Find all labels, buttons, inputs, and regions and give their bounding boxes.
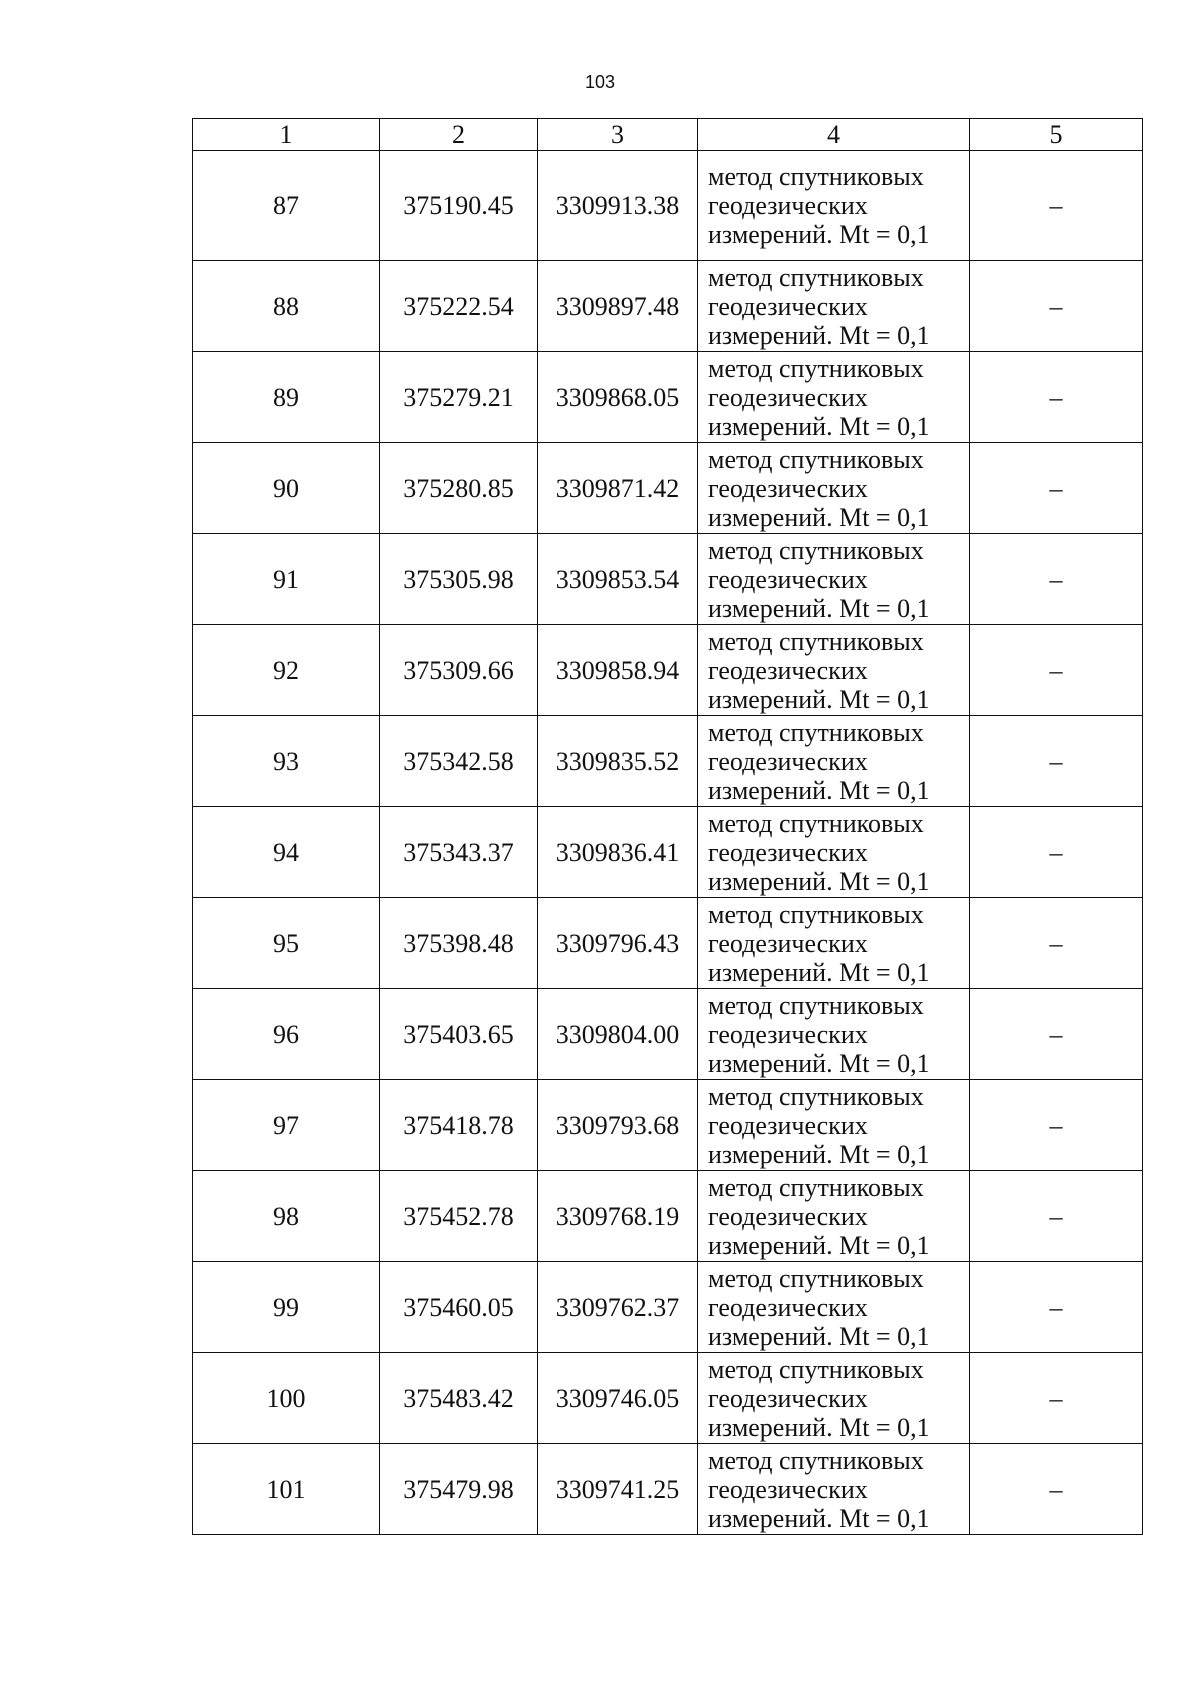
- method-line: метод спутниковых: [708, 626, 924, 656]
- method-cell: [698, 989, 970, 1080]
- y-coordinate-cell: 3309793.68: [538, 1080, 698, 1171]
- note-cell: –: [970, 261, 1143, 352]
- table-body: [193, 151, 1143, 1535]
- table-row: [193, 1444, 1143, 1535]
- x-coordinate-cell: 375190.45: [380, 151, 538, 261]
- method-line: метод спутниковых: [708, 899, 924, 929]
- point-number-cell: 101: [193, 1444, 380, 1535]
- table-row: [193, 716, 1143, 807]
- point-number-cell: 90: [193, 443, 380, 534]
- y-coordinate-cell: 3309768.19: [538, 1171, 698, 1262]
- method-cell: [698, 261, 970, 352]
- header-col-1: 1: [193, 119, 380, 151]
- table-row: [193, 443, 1143, 534]
- note-cell: –: [970, 151, 1143, 261]
- method-line: геодезических: [708, 1110, 868, 1140]
- header-col-3: 3: [538, 119, 698, 151]
- method-line: метод спутниковых: [708, 1354, 924, 1384]
- header-col-5: 5: [970, 119, 1143, 151]
- note-cell: –: [970, 534, 1143, 625]
- note-cell: –: [970, 443, 1143, 534]
- x-coordinate-cell: 375398.48: [380, 898, 538, 989]
- note-cell: –: [970, 352, 1143, 443]
- note-cell: –: [970, 1080, 1143, 1171]
- y-coordinate-cell: 3309741.25: [538, 1444, 698, 1535]
- point-number-cell: 98: [193, 1171, 380, 1262]
- page-number: 103: [584, 72, 616, 92]
- method-line: измерений. Mt = 0,1: [708, 866, 930, 896]
- header-col-4: 4: [698, 119, 970, 151]
- method-line: геодезических: [708, 564, 868, 594]
- table-row: [193, 898, 1143, 989]
- method-line: измерений. Mt = 0,1: [708, 1321, 930, 1351]
- point-number-cell: 88: [193, 261, 380, 352]
- method-line: измерений. Mt = 0,1: [708, 775, 930, 805]
- method-cell: [698, 625, 970, 716]
- point-number-cell: 100: [193, 1353, 380, 1444]
- table-row: [193, 261, 1143, 352]
- method-line: геодезических: [708, 928, 868, 958]
- point-number-cell: 89: [193, 352, 380, 443]
- method-line: геодезических: [708, 1474, 868, 1504]
- y-coordinate-cell: 3309804.00: [538, 989, 698, 1080]
- method-line: измерений. Mt = 0,1: [708, 1230, 930, 1260]
- point-number-cell: 97: [193, 1080, 380, 1171]
- method-line: метод спутниковых: [708, 444, 924, 474]
- table-row: [193, 1080, 1143, 1171]
- method-line: геодезических: [708, 1019, 868, 1049]
- method-line: измерений. Mt = 0,1: [708, 684, 930, 714]
- method-cell: [698, 1353, 970, 1444]
- method-line: геодезических: [708, 191, 868, 220]
- method-line: метод спутниковых: [708, 262, 924, 292]
- method-line: метод спутниковых: [708, 1263, 924, 1293]
- note-cell: –: [970, 898, 1143, 989]
- table-row: [193, 807, 1143, 898]
- y-coordinate-cell: 3309835.52: [538, 716, 698, 807]
- x-coordinate-cell: 375418.78: [380, 1080, 538, 1171]
- point-number-cell: 93: [193, 716, 380, 807]
- method-line: измерений. Mt = 0,1: [708, 1412, 930, 1442]
- x-coordinate-cell: 375309.66: [380, 625, 538, 716]
- method-line: геодезических: [708, 473, 868, 503]
- method-line: геодезических: [708, 837, 868, 867]
- method-line: измерений. Mt = 0,1: [708, 1139, 930, 1169]
- table-row: [193, 1171, 1143, 1262]
- y-coordinate-cell: 3309762.37: [538, 1262, 698, 1353]
- note-cell: –: [970, 1262, 1143, 1353]
- method-line: геодезических: [708, 655, 868, 685]
- y-coordinate-cell: 3309796.43: [538, 898, 698, 989]
- method-line: геодезических: [708, 1201, 868, 1231]
- method-cell: [698, 352, 970, 443]
- method-cell: [698, 898, 970, 989]
- x-coordinate-cell: 375343.37: [380, 807, 538, 898]
- table-header-row: [193, 119, 1143, 151]
- point-number-cell: 96: [193, 989, 380, 1080]
- table-row: [193, 151, 1143, 261]
- method-line: метод спутниковых: [708, 1172, 924, 1202]
- method-line: метод спутниковых: [708, 162, 924, 191]
- point-number-cell: 91: [193, 534, 380, 625]
- method-line: метод спутниковых: [708, 990, 924, 1020]
- method-line: метод спутниковых: [708, 353, 924, 383]
- method-line: измерений. Mt = 0,1: [708, 593, 930, 623]
- x-coordinate-cell: 375460.05: [380, 1262, 538, 1353]
- method-line: измерений. Mt = 0,1: [708, 220, 930, 249]
- note-cell: –: [970, 625, 1143, 716]
- method-cell: [698, 443, 970, 534]
- y-coordinate-cell: 3309913.38: [538, 151, 698, 261]
- note-cell: –: [970, 1171, 1143, 1262]
- method-cell: [698, 807, 970, 898]
- method-line: геодезических: [708, 1383, 868, 1413]
- note-cell: –: [970, 716, 1143, 807]
- y-coordinate-cell: 3309853.54: [538, 534, 698, 625]
- method-line: измерений. Mt = 0,1: [708, 1048, 930, 1078]
- point-number-cell: 92: [193, 625, 380, 716]
- table-row: [193, 1262, 1143, 1353]
- y-coordinate-cell: 3309868.05: [538, 352, 698, 443]
- point-number-cell: 87: [193, 151, 380, 261]
- point-number-cell: 94: [193, 807, 380, 898]
- table-row: [193, 352, 1143, 443]
- method-cell: [698, 534, 970, 625]
- method-line: геодезических: [708, 1292, 868, 1322]
- method-line: измерений. Mt = 0,1: [708, 502, 930, 532]
- x-coordinate-cell: 375479.98: [380, 1444, 538, 1535]
- x-coordinate-cell: 375279.21: [380, 352, 538, 443]
- table-row: [193, 534, 1143, 625]
- method-line: метод спутниковых: [708, 717, 924, 747]
- table-row: [193, 989, 1143, 1080]
- point-number-cell: 99: [193, 1262, 380, 1353]
- y-coordinate-cell: 3309836.41: [538, 807, 698, 898]
- header-col-2: 2: [380, 119, 538, 151]
- x-coordinate-cell: 375403.65: [380, 989, 538, 1080]
- method-cell: [698, 1444, 970, 1535]
- method-line: измерений. Mt = 0,1: [708, 957, 930, 987]
- note-cell: –: [970, 1444, 1143, 1535]
- y-coordinate-cell: 3309858.94: [538, 625, 698, 716]
- method-cell: [698, 716, 970, 807]
- coordinates-table: [192, 118, 1143, 1535]
- method-line: измерений. Mt = 0,1: [708, 411, 930, 441]
- method-line: метод спутниковых: [708, 1081, 924, 1111]
- method-cell: [698, 151, 970, 261]
- method-line: метод спутниковых: [708, 1445, 924, 1475]
- method-cell: [698, 1262, 970, 1353]
- point-number-cell: 95: [193, 898, 380, 989]
- table-row: [193, 625, 1143, 716]
- note-cell: –: [970, 807, 1143, 898]
- x-coordinate-cell: 375342.58: [380, 716, 538, 807]
- x-coordinate-cell: 375483.42: [380, 1353, 538, 1444]
- x-coordinate-cell: 375452.78: [380, 1171, 538, 1262]
- x-coordinate-cell: 375305.98: [380, 534, 538, 625]
- method-line: геодезических: [708, 291, 868, 321]
- method-line: геодезических: [708, 746, 868, 776]
- method-line: измерений. Mt = 0,1: [708, 1503, 930, 1533]
- method-line: метод спутниковых: [708, 808, 924, 838]
- y-coordinate-cell: 3309871.42: [538, 443, 698, 534]
- y-coordinate-cell: 3309897.48: [538, 261, 698, 352]
- x-coordinate-cell: 375222.54: [380, 261, 538, 352]
- method-cell: [698, 1171, 970, 1262]
- method-line: измерений. Mt = 0,1: [708, 320, 930, 350]
- method-line: метод спутниковых: [708, 535, 924, 565]
- method-cell: [698, 1080, 970, 1171]
- note-cell: –: [970, 1353, 1143, 1444]
- note-cell: –: [970, 989, 1143, 1080]
- method-line: геодезических: [708, 382, 868, 412]
- table-row: [193, 1353, 1143, 1444]
- y-coordinate-cell: 3309746.05: [538, 1353, 698, 1444]
- x-coordinate-cell: 375280.85: [380, 443, 538, 534]
